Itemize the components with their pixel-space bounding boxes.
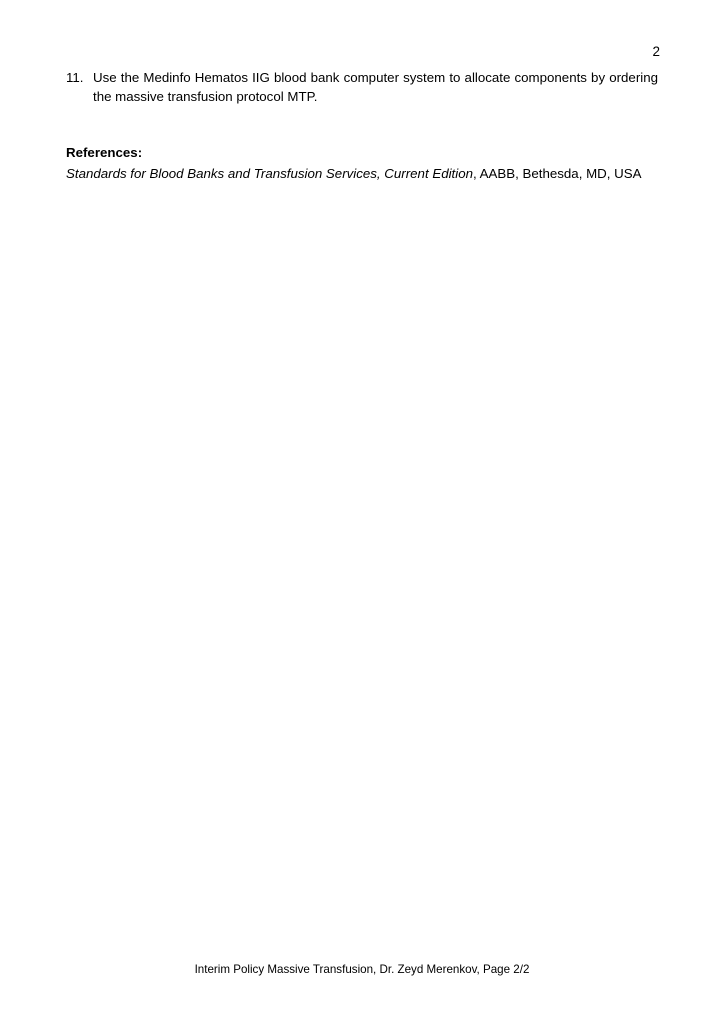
references-title: Standards for Blood Banks and Transfusion Services, Current Edition xyxy=(66,165,473,181)
references-heading: References: xyxy=(66,144,143,160)
page-number: 2 xyxy=(652,44,660,59)
page-footer: Interim Policy Massive Transfusion, Dr. Zeyd Merenkov, Page 2/2 xyxy=(194,963,530,976)
section-spacer xyxy=(66,107,658,143)
references-entry xyxy=(66,164,658,183)
references-publisher: , AABB, Bethesda, MD, USA xyxy=(473,165,642,181)
document-body xyxy=(66,68,658,183)
list-item-text: Use the Medinfo Hematos IIG blood bank computer system to allocate components by ordering the massive transfusion protocol MTP. xyxy=(93,70,658,105)
list-item-marker: 11. xyxy=(66,70,84,85)
list-item xyxy=(66,68,658,107)
